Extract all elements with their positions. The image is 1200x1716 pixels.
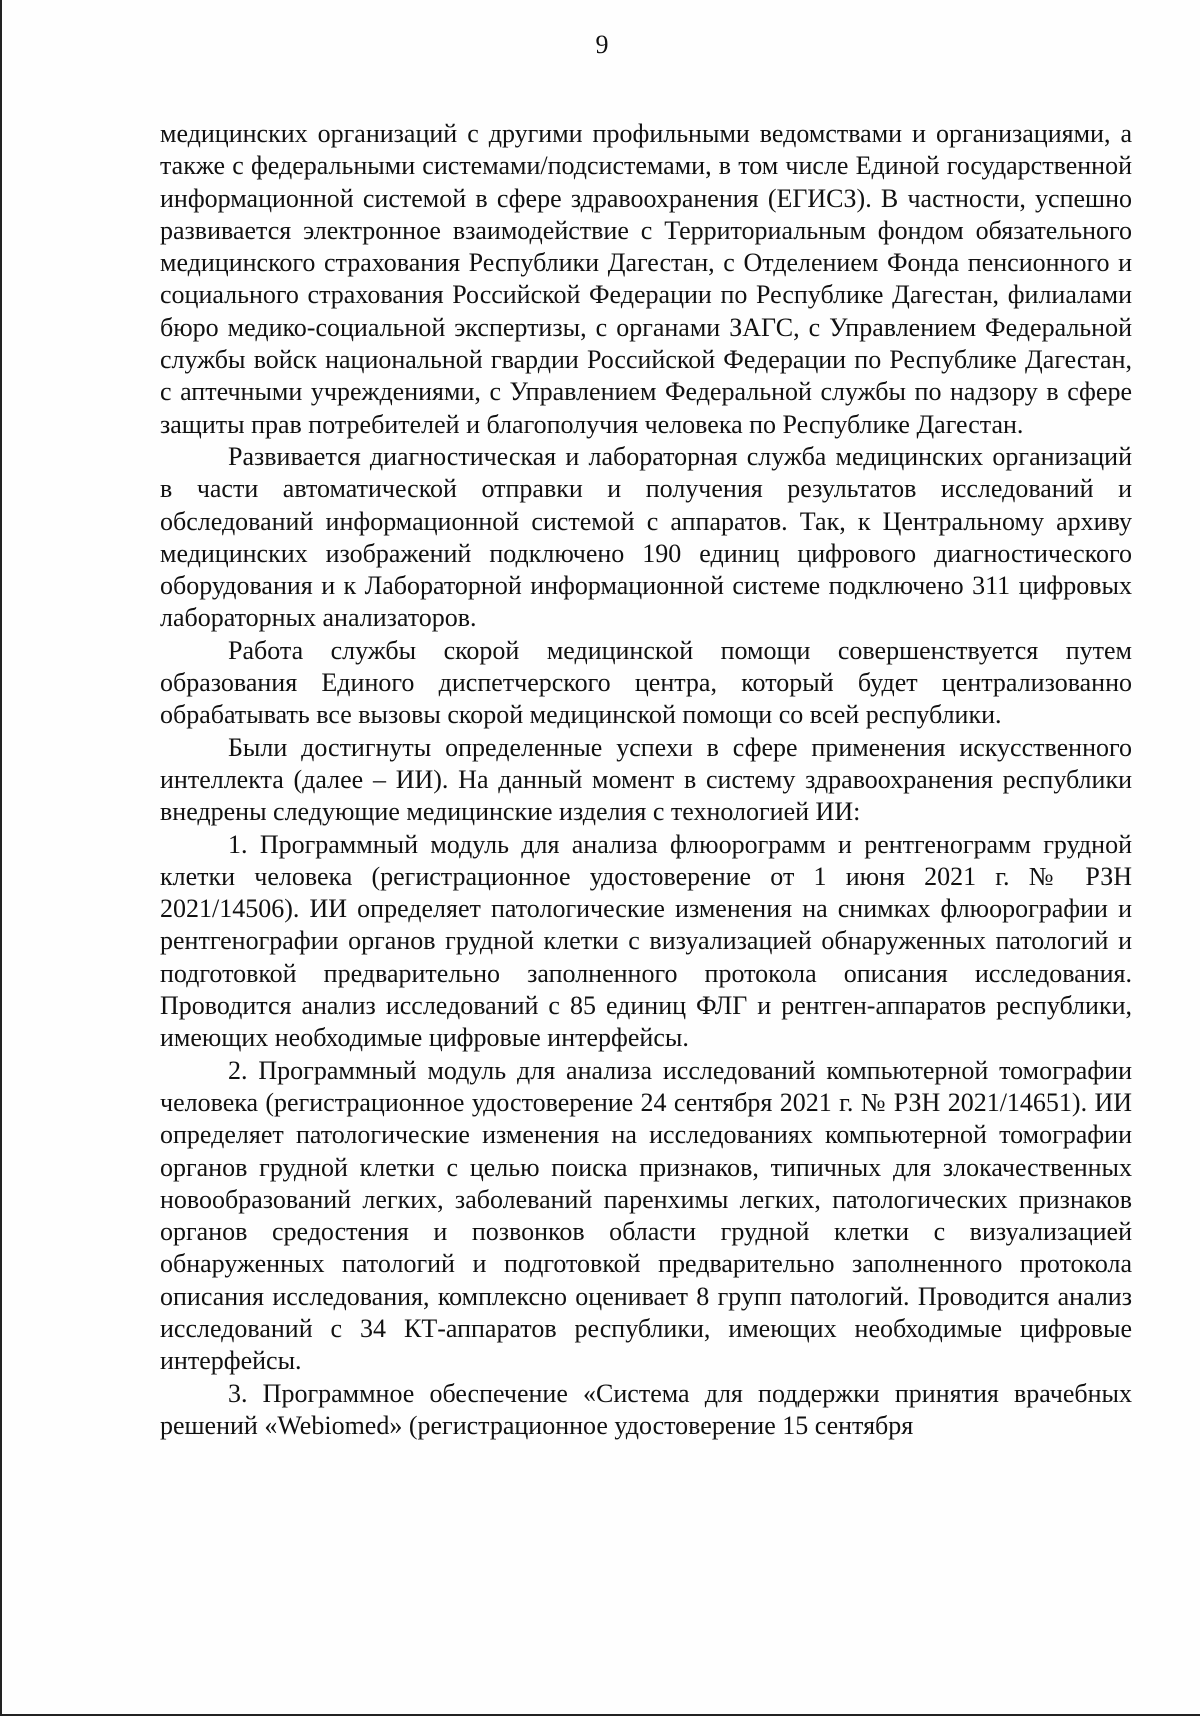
paragraph-diagnostic-service: Развивается диагностическая и лабораторная служба медицинских организаций в части автоматической отправки и получения результатов исследований и обследований информационной системой с аппаратов. Так, к Центральному архиву медицинских изображений подключено 190 единиц цифрового диагностического оборудования и к Лабораторной информационной системе подключено 311 цифровых лабораторных анализаторов. [160, 441, 1132, 633]
paragraph-interaction-systems: медицинских организаций с другими профильными ведомствами и организациями, а также с федеральными системами/подсистемами, в том числе Единой государственной информационной системой в сфере здравоохранения (ЕГИСЗ). В частности, успешно развивается электронное взаимодействие с Территориальным фондом обязательного медицинского страхования Республики Дагестан, с Отделением Фонда пенсионного и социального страхования Российской Федерации по Республике Дагестан, филиалами бюро медико-социальной экспертизы, с органами ЗАГС, с Управлением Федеральной службы войск национальной гвардии Российской Федерации по Республике Дагестан, с аптечными учреждениями, с Управлением Федеральной службы по надзору в сфере защиты прав потребителей и благополучия человека по Республике Дагестан. [160, 119, 1132, 439]
page-number: 9 [595, 30, 609, 59]
paragraph-ambulance-service: Работа службы скорой медицинской помощи совершенствуется путем образования Единого диспетчерского центра, который будет централизованно обрабатывать все вызовы скорой медицинской помощи со всей республики. [160, 635, 1132, 730]
paragraph-ai-intro: Были достигнуты определенные успехи в сфере применения искусственного интеллекта (далее – ИИ). На данный момент в систему здравоохранения республики внедрены следующие медицинские изделия с технологией ИИ: [160, 732, 1132, 827]
document-body [160, 118, 1132, 1442]
list-item-fluorography-module: 1. Программный модуль для анализа флюорограмм и рентгенограмм грудной клетки человека (регистрационное удостоверение от 1 июня 2021 г. № РЗН 2021/14506). ИИ определяет патологические изменения на снимках флюорографии и рентгенографии органов грудной клетки с визуализацией обнаруженных патологий и подготовкой предварительно заполненного протокола описания исследования. Проводится анализ исследований с 85 единиц ФЛГ и рентген-аппаратов республики, имеющих необходимые цифровые интерфейсы. [160, 829, 1132, 1053]
list-item-webiomed: 3. Программное обеспечение «Система для поддержки принятия врачебных решений «Webiomed» (регистрационное удостоверение 15 сентября [160, 1378, 1132, 1440]
list-item-ct-module: 2. Программный модуль для анализа исследований компьютерной томографии человека (регистрационное удостоверение 24 сентября 2021 г. № РЗН 2021/14651). ИИ определяет патологические изменения на исследованиях компьютерной томографии органов грудной клетки с целью поиска признаков, типичных для злокачественных новообразований легких, заболеваний паренхимы легких, патологических признаков органов средостения и позвонков области грудной клетки с визуализацией обнаруженных патологий и подготовкой предварительно заполненного протокола описания исследования, комплексно оценивает 8 групп патологий. Проводится анализ исследований с 34 КТ-аппаратов республики, имеющих необходимые цифровые интерфейсы. [160, 1055, 1132, 1376]
